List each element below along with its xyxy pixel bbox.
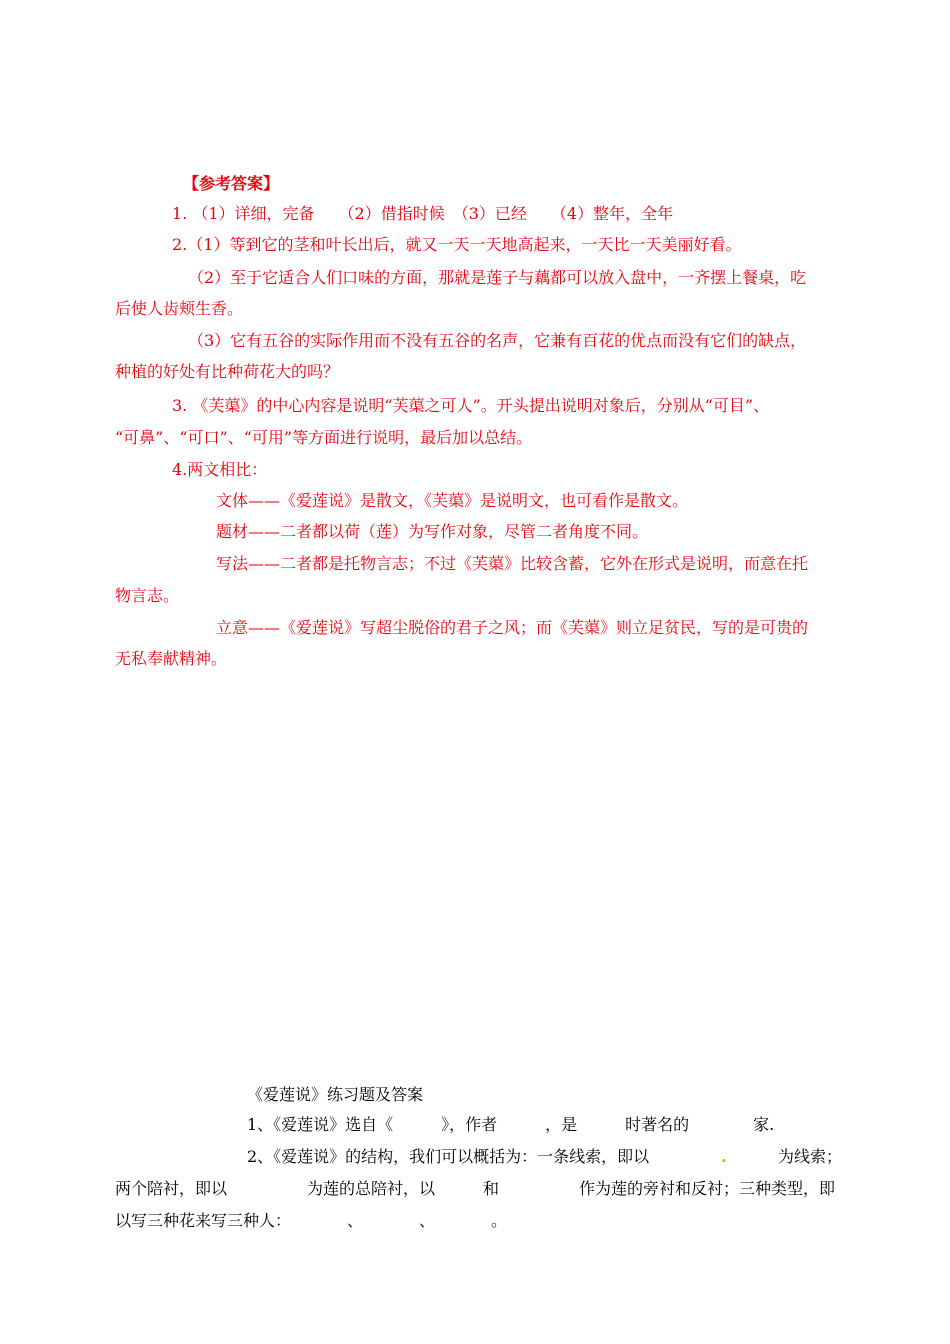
- answer-heading: 【参考答案】: [183, 174, 280, 193]
- answer-4-method-line1: 写法——二者都是托物言志；不过《芙蕖》比较含蓄，它外在形式是说明，而意在托: [216, 554, 809, 573]
- answer-2-2-line2: 后使人齿颊生香。: [115, 299, 244, 318]
- answer-4-subject: 题材——二者都以荷（莲）为写作对象，尽管二者角度不同。: [216, 522, 649, 541]
- answer-3-line2: “可鼻”、“可口”、“可用”等方面进行说明，最后加以总结。: [115, 428, 533, 447]
- exercise-1: 1、《爱莲说》选自《 》，作者 ，是 时著名的 家.: [247, 1115, 775, 1134]
- answer-1: 1. （1）详细，完备 （2）借指时候 （3）已经 （4）整年，全年: [172, 204, 674, 223]
- answer-2-3-line1: （3）它有五谷的实际作用而不没有五谷的名声，它兼有百花的优点而没有它们的缺点，: [188, 331, 807, 350]
- answer-2-2-line1: （2）至于它适合人们口味的方面，那就是莲子与藕都可以放入盘中，一齐摆上餐桌，吃: [188, 268, 807, 287]
- exercise-title: 《爱莲说》练习题及答案: [247, 1085, 424, 1104]
- exercise-2-line3: 以写三种花来写三种人： 、 、 。: [115, 1211, 508, 1230]
- answer-4-style: 文体——《爱莲说》是散文，《芙蕖》是说明文，也可看作是散文。: [216, 491, 689, 510]
- answer-4-heading: 4.两文相比：: [172, 460, 268, 479]
- answer-3-line1: 3. 《芙蕖》的中心内容是说明“芙蕖之可人”。开头提出说明对象后，分别从“可目”、: [172, 396, 770, 415]
- exercise-2-line2: 两个陪衬，即以 为莲的总陪衬，以 和 作为莲的旁衬和反衬；三种类型，即: [115, 1179, 836, 1198]
- exercise-2-line1-tail: 为线索；: [778, 1147, 843, 1166]
- exercise-2-line1: 2、《爱莲说》的结构，我们可以概括为：一条线索，即以: [247, 1147, 650, 1166]
- yellow-dot-mark: .: [721, 1147, 727, 1166]
- answer-4-theme-line1: 立意——《爱莲说》写超尘脱俗的君子之风；而《芙蕖》则立足贫民，写的是可贵的: [216, 618, 809, 637]
- answer-4-theme-line2: 无私奉献精神。: [115, 649, 228, 668]
- answer-2-1: 2.（1）等到它的茎和叶长出后，就又一天一天地高起来，一天比一天美丽好看。: [172, 235, 742, 254]
- answer-4-method-line2: 物言志。: [115, 586, 180, 605]
- answer-2-3-line2: 种植的好处有比种荷花大的吗？: [115, 362, 340, 381]
